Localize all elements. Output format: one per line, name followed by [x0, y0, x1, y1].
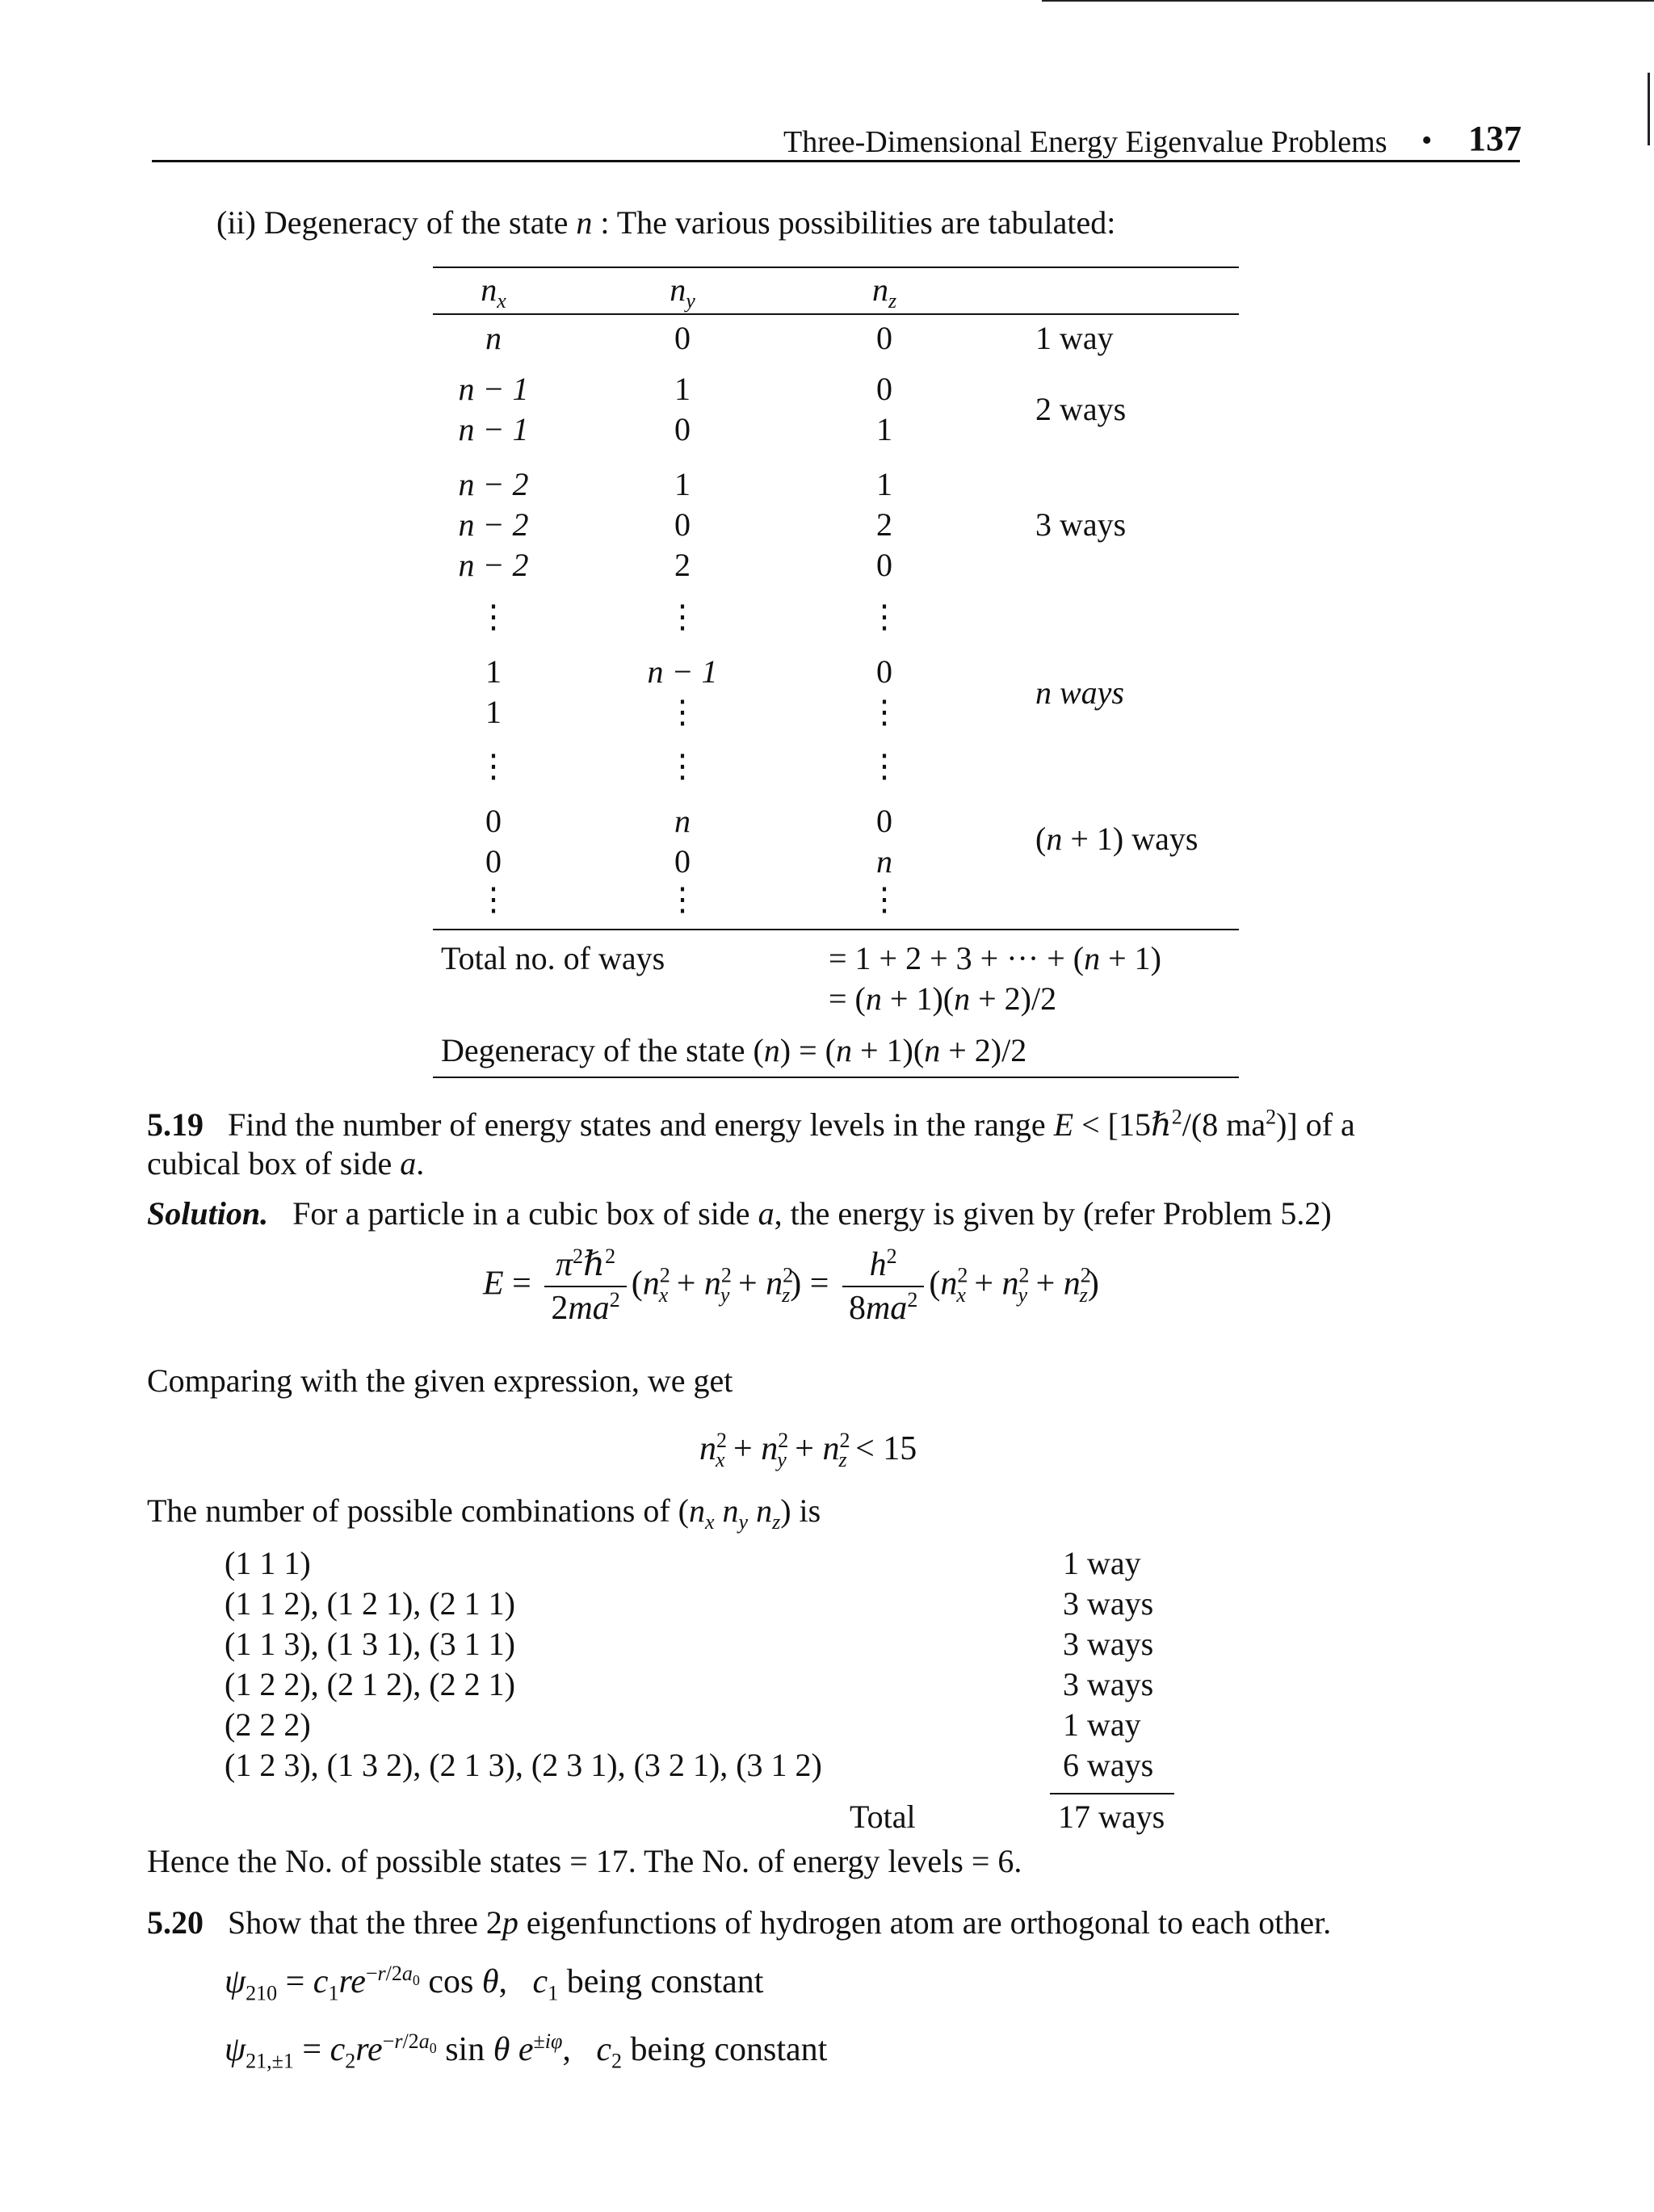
- table-cell: 0: [485, 803, 502, 839]
- table-cell: ⋮: [477, 748, 510, 784]
- inequality: $n^2_x + n^2_y + n^2_z < 15$: [699, 1429, 917, 1472]
- problem-5-19-statement: 5.19 Find the number of energy states and energy levels in the range E < [15ℏ$^2$/(8 $ma^2$)] of a: [147, 1105, 1355, 1143]
- table-cell: 0: [674, 411, 691, 447]
- table-cell: 0: [876, 547, 892, 583]
- combination-sets: (1 2 2), (2 1 2), (2 2 1): [225, 1666, 515, 1702]
- table-cell: 1: [485, 653, 502, 690]
- combination-ways: 6 ways: [1063, 1747, 1154, 1783]
- table-cell: 1: [674, 466, 691, 502]
- combination-sets: (1 1 3), (1 3 1), (3 1 1): [225, 1626, 515, 1662]
- table-cell: 0: [876, 653, 892, 690]
- table-cell: 2: [876, 506, 892, 543]
- combination-sets: (1 1 2), (1 2 1), (2 1 1): [225, 1585, 515, 1622]
- table-cell: ⋮: [868, 694, 900, 730]
- col-header-nx: $n_x$: [481, 271, 506, 313]
- table-cell: ⋮: [477, 881, 510, 917]
- page-number: 137: [1468, 119, 1522, 158]
- table-cell: 0: [485, 843, 502, 879]
- table-cell: ⋮: [666, 598, 699, 635]
- col-header-nz: $n_z$: [871, 271, 897, 313]
- table-cell: ⋮: [477, 598, 510, 635]
- psi-21pm1-equation: $\psi_{21,\pm 1} = c_2re^{-r/2a_0}$ sin θ $e^{\pm i\varphi}$, $c_2$ being constant: [225, 2029, 828, 2073]
- total-ways-sum: = 1 + 2 + 3 + ··· + (n + 1): [829, 940, 1161, 976]
- table-header-rule: [433, 313, 1239, 315]
- table-cell: 1: [876, 411, 892, 447]
- ways-label: (n + 1) ways: [1035, 821, 1199, 857]
- table-cell: ⋮: [666, 881, 699, 917]
- scan-margin-mark: [1648, 73, 1650, 145]
- psi-210-equation: $\psi_{210} = c_1re^{-r/2a_0}$ cos θ, $c_1$ being constant: [225, 1962, 764, 2005]
- running-title: Three-Dimensional Energy Eigenvalue Problems: [783, 125, 1387, 159]
- ways-label: 3 ways: [1035, 506, 1127, 543]
- table-cell: 0: [876, 320, 892, 356]
- table-cell: 1: [876, 466, 892, 502]
- table-cell: n − 2: [458, 506, 529, 543]
- combination-ways: 3 ways: [1063, 1666, 1154, 1702]
- table-cell: 0: [674, 506, 691, 543]
- scan-edge-line: [1042, 0, 1654, 2]
- ways-label: 1 way: [1035, 320, 1114, 356]
- table-cell: 2: [674, 547, 691, 583]
- table-cell: ⋮: [868, 881, 900, 917]
- table-cell: 1: [674, 371, 691, 407]
- combination-ways: 1 way: [1063, 1706, 1141, 1743]
- combination-ways: 3 ways: [1063, 1585, 1154, 1622]
- fraction: $\frac{\pi^2\hbar^2}{2ma^2}$: [544, 1244, 626, 1329]
- table-cell: ⋮: [868, 598, 900, 635]
- combination-ways: 1 way: [1063, 1545, 1141, 1581]
- col-header-ny: $n_y$: [670, 271, 695, 313]
- problem-5-19-statement-cont: cubical box of side a.: [147, 1145, 425, 1182]
- table-cell: 1: [485, 694, 502, 730]
- table-cell: 0: [876, 803, 892, 839]
- energy-equation: E = $\frac{\pi^2\hbar^2}{2ma^2}$ $(n^2_x + n^2_y + n^2_z)$ = $\frac{h^2}{8ma^2}$ $(n^2_x + n^2_y + n^2_z)$: [483, 1244, 1099, 1329]
- table-cell: ⋮: [868, 748, 900, 784]
- table-cell: n − 1: [458, 371, 529, 407]
- combinations-intro: The number of possible combinations of ($n_x$ $n_y$ $n_z$) is: [147, 1492, 821, 1534]
- combinations-total-label: Total: [850, 1799, 916, 1835]
- table-cell: n: [674, 803, 691, 839]
- table-bottom-rule: [433, 1077, 1239, 1078]
- table-top-rule: [433, 267, 1239, 268]
- table-total-rule: [433, 929, 1239, 930]
- fraction: $\frac{h^2}{8ma^2}$: [842, 1244, 924, 1329]
- table-cell: ⋮: [666, 748, 699, 784]
- combination-sets: (1 1 1): [225, 1545, 311, 1581]
- table-cell: n − 1: [458, 411, 529, 447]
- degeneracy-intro: (ii) Degeneracy of the state n : The various possibilities are tabulated:: [216, 204, 1116, 241]
- combinations-total-ways: 17 ways: [1058, 1799, 1165, 1835]
- header-bullet: •: [1421, 124, 1433, 157]
- table-cell: 0: [876, 371, 892, 407]
- table-cell: n − 1: [647, 653, 718, 690]
- combination-sets: (2 2 2): [225, 1706, 311, 1743]
- combination-sets: (1 2 3), (1 3 2), (2 1 3), (2 3 1), (3 2 1), (3 1 2): [225, 1747, 822, 1783]
- ways-label: n ways: [1035, 674, 1124, 711]
- table-cell: ⋮: [666, 694, 699, 730]
- total-rule: [1050, 1793, 1174, 1794]
- header-rule: [152, 160, 1520, 162]
- table-cell: 0: [674, 843, 691, 879]
- comparing-text: Comparing with the given expression, we get: [147, 1362, 733, 1399]
- total-ways-result: = (n + 1)(n + 2)/2: [829, 980, 1057, 1017]
- table-cell: n − 2: [458, 547, 529, 583]
- ways-label: 2 ways: [1035, 391, 1127, 427]
- table-cell: n − 2: [458, 466, 529, 502]
- table-cell: 0: [674, 320, 691, 356]
- conclusion-text: Hence the No. of possible states = 17. The No. of energy levels = 6.: [147, 1843, 1022, 1879]
- degeneracy-result: Degeneracy of the state (n) = (n + 1)(n + 2)/2: [441, 1032, 1027, 1068]
- problem-5-20-statement: 5.20 Show that the three 2p eigenfunctions of hydrogen atom are orthogonal to each other.: [147, 1904, 1332, 1941]
- table-cell: n: [876, 843, 892, 879]
- solution-text: Solution. For a particle in a cubic box of side a, the energy is given by (refer Problem 5.2): [147, 1195, 1332, 1232]
- table-cell: n: [485, 320, 502, 356]
- total-ways-label: Total no. of ways: [441, 940, 665, 976]
- combination-ways: 3 ways: [1063, 1626, 1154, 1662]
